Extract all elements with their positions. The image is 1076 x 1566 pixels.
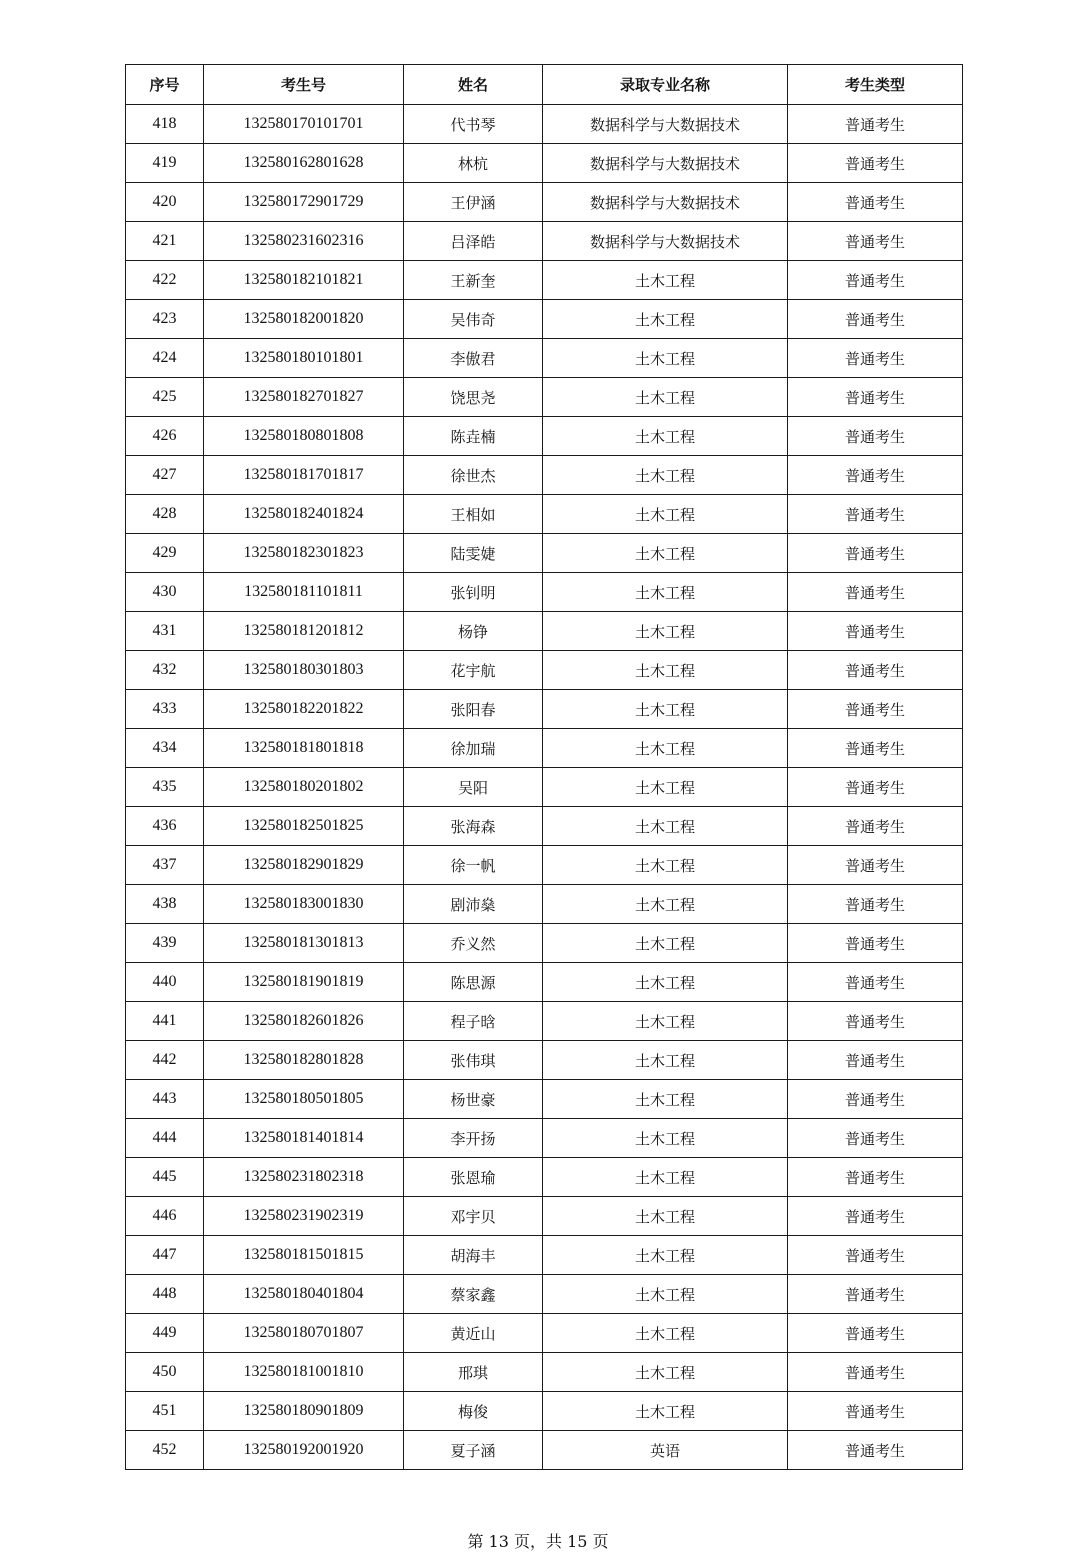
- candidate-type-cell: 普通考生: [788, 1197, 963, 1236]
- table-row: [126, 183, 963, 222]
- candidate-type-cell: 普通考生: [788, 534, 963, 573]
- name-cell: 吴伟奇: [404, 300, 543, 339]
- table-row: [126, 1002, 963, 1041]
- major-cell: 土木工程: [543, 495, 788, 534]
- candidate-number-cell: 132580181201812: [204, 612, 404, 651]
- serial-number-cell: 432: [126, 651, 204, 690]
- table-row: [126, 1431, 963, 1470]
- serial-number-cell: 435: [126, 768, 204, 807]
- candidate-type-cell: 普通考生: [788, 105, 963, 144]
- major-cell: 土木工程: [543, 612, 788, 651]
- table-body: [126, 105, 963, 1470]
- serial-number-cell: 439: [126, 924, 204, 963]
- table-row: [126, 144, 963, 183]
- candidate-number-cell: 132580183001830: [204, 885, 404, 924]
- candidate-type-cell: 普通考生: [788, 1002, 963, 1041]
- candidate-number-cell: 132580180301803: [204, 651, 404, 690]
- candidate-type-cell: 普通考生: [788, 1314, 963, 1353]
- major-cell: 数据科学与大数据技术: [543, 222, 788, 261]
- candidate-number-cell: 132580181001810: [204, 1353, 404, 1392]
- name-cell: 王伊涵: [404, 183, 543, 222]
- serial-number-cell: 448: [126, 1275, 204, 1314]
- serial-number-cell: 433: [126, 690, 204, 729]
- candidate-number-cell: 132580180101801: [204, 339, 404, 378]
- serial-number-cell: 450: [126, 1353, 204, 1392]
- major-cell: 数据科学与大数据技术: [543, 183, 788, 222]
- candidate-number-cell: 132580180401804: [204, 1275, 404, 1314]
- major-cell: 土木工程: [543, 1314, 788, 1353]
- candidate-number-cell: 132580180701807: [204, 1314, 404, 1353]
- candidate-type-cell: 普通考生: [788, 1392, 963, 1431]
- candidate-type-cell: 普通考生: [788, 1080, 963, 1119]
- candidate-number-cell: 132580181801818: [204, 729, 404, 768]
- name-cell: 李开扬: [404, 1119, 543, 1158]
- table-row: [126, 924, 963, 963]
- table-row: [126, 1236, 963, 1275]
- candidate-type-cell: 普通考生: [788, 924, 963, 963]
- serial-number-cell: 420: [126, 183, 204, 222]
- table-row: [126, 1314, 963, 1353]
- name-cell: 徐一帆: [404, 846, 543, 885]
- candidate-type-cell: 普通考生: [788, 729, 963, 768]
- candidate-type-cell: 普通考生: [788, 495, 963, 534]
- header-major: 录取专业名称: [543, 65, 788, 105]
- candidate-number-cell: 132580182101821: [204, 261, 404, 300]
- table-row: [126, 1392, 963, 1431]
- major-cell: 土木工程: [543, 1236, 788, 1275]
- serial-number-cell: 434: [126, 729, 204, 768]
- name-cell: 梅俊: [404, 1392, 543, 1431]
- major-cell: 土木工程: [543, 768, 788, 807]
- major-cell: 土木工程: [543, 300, 788, 339]
- name-cell: 黄近山: [404, 1314, 543, 1353]
- major-cell: 土木工程: [543, 690, 788, 729]
- candidate-number-cell: 132580162801628: [204, 144, 404, 183]
- name-cell: 杨铮: [404, 612, 543, 651]
- table-row: [126, 417, 963, 456]
- serial-number-cell: 436: [126, 807, 204, 846]
- candidate-type-cell: 普通考生: [788, 651, 963, 690]
- table-row: [126, 768, 963, 807]
- table-row: [126, 495, 963, 534]
- major-cell: 土木工程: [543, 1158, 788, 1197]
- table-row: [126, 1197, 963, 1236]
- candidate-number-cell: 132580180501805: [204, 1080, 404, 1119]
- table-row: [126, 222, 963, 261]
- table-row: [126, 846, 963, 885]
- candidate-number-cell: 132580231902319: [204, 1197, 404, 1236]
- candidate-type-cell: 普通考生: [788, 222, 963, 261]
- candidate-number-cell: 132580180801808: [204, 417, 404, 456]
- serial-number-cell: 428: [126, 495, 204, 534]
- candidate-number-cell: 132580181401814: [204, 1119, 404, 1158]
- table-row: [126, 1119, 963, 1158]
- candidate-type-cell: 普通考生: [788, 417, 963, 456]
- major-cell: 土木工程: [543, 807, 788, 846]
- name-cell: 陈垚楠: [404, 417, 543, 456]
- major-cell: 土木工程: [543, 1080, 788, 1119]
- name-cell: 吕泽皓: [404, 222, 543, 261]
- candidate-type-cell: 普通考生: [788, 846, 963, 885]
- serial-number-cell: 424: [126, 339, 204, 378]
- table-row: [126, 261, 963, 300]
- table-row: [126, 1158, 963, 1197]
- name-cell: 徐加瑞: [404, 729, 543, 768]
- table-row: [126, 1041, 963, 1080]
- serial-number-cell: 444: [126, 1119, 204, 1158]
- serial-number-cell: 426: [126, 417, 204, 456]
- name-cell: 胡海丰: [404, 1236, 543, 1275]
- header-serial-number: 序号: [126, 65, 204, 105]
- table-row: [126, 573, 963, 612]
- table-row: [126, 1080, 963, 1119]
- candidate-type-cell: 普通考生: [788, 378, 963, 417]
- candidate-type-cell: 普通考生: [788, 144, 963, 183]
- name-cell: 邢琪: [404, 1353, 543, 1392]
- table-row: [126, 963, 963, 1002]
- serial-number-cell: 423: [126, 300, 204, 339]
- serial-number-cell: 430: [126, 573, 204, 612]
- major-cell: 土木工程: [543, 846, 788, 885]
- major-cell: 土木工程: [543, 1041, 788, 1080]
- candidate-type-cell: 普通考生: [788, 300, 963, 339]
- serial-number-cell: 438: [126, 885, 204, 924]
- candidate-type-cell: 普通考生: [788, 1119, 963, 1158]
- table-row: [126, 300, 963, 339]
- serial-number-cell: 451: [126, 1392, 204, 1431]
- page-footer: 第 13 页，共 15 页: [467, 1532, 609, 1551]
- candidate-number-cell: 132580180901809: [204, 1392, 404, 1431]
- name-cell: 饶思尧: [404, 378, 543, 417]
- serial-number-cell: 421: [126, 222, 204, 261]
- major-cell: 土木工程: [543, 417, 788, 456]
- header-candidate-number: 考生号: [204, 65, 404, 105]
- candidate-number-cell: 132580182001820: [204, 300, 404, 339]
- serial-number-cell: 445: [126, 1158, 204, 1197]
- major-cell: 土木工程: [543, 378, 788, 417]
- serial-number-cell: 427: [126, 456, 204, 495]
- candidate-type-cell: 普通考生: [788, 1236, 963, 1275]
- major-cell: 土木工程: [543, 1392, 788, 1431]
- candidate-type-cell: 普通考生: [788, 963, 963, 1002]
- candidate-number-cell: 132580182601826: [204, 1002, 404, 1041]
- table-header: [126, 65, 963, 105]
- name-cell: 张海森: [404, 807, 543, 846]
- header-candidate-type: 考生类型: [788, 65, 963, 105]
- major-cell: 土木工程: [543, 1119, 788, 1158]
- candidate-type-cell: 普通考生: [788, 339, 963, 378]
- name-cell: 王相如: [404, 495, 543, 534]
- major-cell: 英语: [543, 1431, 788, 1470]
- candidate-number-cell: 132580181701817: [204, 456, 404, 495]
- candidate-number-cell: 132580180201802: [204, 768, 404, 807]
- major-cell: 土木工程: [543, 456, 788, 495]
- major-cell: 土木工程: [543, 1353, 788, 1392]
- candidate-number-cell: 132580182401824: [204, 495, 404, 534]
- table-row: [126, 456, 963, 495]
- candidate-number-cell: 132580182201822: [204, 690, 404, 729]
- candidate-number-cell: 132580192001920: [204, 1431, 404, 1470]
- major-cell: 土木工程: [543, 261, 788, 300]
- candidate-type-cell: 普通考生: [788, 885, 963, 924]
- candidate-type-cell: 普通考生: [788, 612, 963, 651]
- major-cell: 土木工程: [543, 651, 788, 690]
- name-cell: 陈思源: [404, 963, 543, 1002]
- name-cell: 邓宇贝: [404, 1197, 543, 1236]
- table-row: [126, 339, 963, 378]
- header-row: [126, 65, 963, 105]
- candidate-number-cell: 132580181501815: [204, 1236, 404, 1275]
- major-cell: 土木工程: [543, 1197, 788, 1236]
- serial-number-cell: 437: [126, 846, 204, 885]
- candidate-type-cell: 普通考生: [788, 1158, 963, 1197]
- major-cell: 土木工程: [543, 729, 788, 768]
- name-cell: 张伟琪: [404, 1041, 543, 1080]
- name-cell: 乔义然: [404, 924, 543, 963]
- table-row: [126, 651, 963, 690]
- serial-number-cell: 447: [126, 1236, 204, 1275]
- serial-number-cell: 446: [126, 1197, 204, 1236]
- serial-number-cell: 429: [126, 534, 204, 573]
- serial-number-cell: 441: [126, 1002, 204, 1041]
- candidate-number-cell: 132580182701827: [204, 378, 404, 417]
- candidate-type-cell: 普通考生: [788, 573, 963, 612]
- candidate-type-cell: 普通考生: [788, 1431, 963, 1470]
- candidate-number-cell: 132580182801828: [204, 1041, 404, 1080]
- major-cell: 土木工程: [543, 339, 788, 378]
- candidate-number-cell: 132580181901819: [204, 963, 404, 1002]
- name-cell: 陆雯婕: [404, 534, 543, 573]
- candidate-type-cell: 普通考生: [788, 1353, 963, 1392]
- major-cell: 数据科学与大数据技术: [543, 144, 788, 183]
- candidate-number-cell: 132580172901729: [204, 183, 404, 222]
- candidate-type-cell: 普通考生: [788, 456, 963, 495]
- name-cell: 张钊明: [404, 573, 543, 612]
- name-cell: 花宇航: [404, 651, 543, 690]
- candidate-type-cell: 普通考生: [788, 690, 963, 729]
- table-row: [126, 105, 963, 144]
- table-row: [126, 378, 963, 417]
- admission-table: [125, 64, 963, 1470]
- table-row: [126, 612, 963, 651]
- candidate-number-cell: 132580182901829: [204, 846, 404, 885]
- name-cell: 吴阳: [404, 768, 543, 807]
- serial-number-cell: 419: [126, 144, 204, 183]
- name-cell: 蔡家鑫: [404, 1275, 543, 1314]
- candidate-type-cell: 普通考生: [788, 768, 963, 807]
- table-row: [126, 1275, 963, 1314]
- name-cell: 夏子涵: [404, 1431, 543, 1470]
- major-cell: 土木工程: [543, 1275, 788, 1314]
- name-cell: 张恩瑜: [404, 1158, 543, 1197]
- serial-number-cell: 440: [126, 963, 204, 1002]
- major-cell: 土木工程: [543, 534, 788, 573]
- serial-number-cell: 422: [126, 261, 204, 300]
- serial-number-cell: 443: [126, 1080, 204, 1119]
- major-cell: 土木工程: [543, 924, 788, 963]
- candidate-number-cell: 132580182501825: [204, 807, 404, 846]
- candidate-type-cell: 普通考生: [788, 261, 963, 300]
- header-name: 姓名: [404, 65, 543, 105]
- serial-number-cell: 442: [126, 1041, 204, 1080]
- table-row: [126, 534, 963, 573]
- major-cell: 土木工程: [543, 1002, 788, 1041]
- major-cell: 土木工程: [543, 963, 788, 1002]
- candidate-number-cell: 132580231602316: [204, 222, 404, 261]
- candidate-number-cell: 132580170101701: [204, 105, 404, 144]
- candidate-number-cell: 132580231802318: [204, 1158, 404, 1197]
- serial-number-cell: 449: [126, 1314, 204, 1353]
- candidate-type-cell: 普通考生: [788, 183, 963, 222]
- candidate-number-cell: 132580182301823: [204, 534, 404, 573]
- table-row: [126, 1353, 963, 1392]
- name-cell: 剧沛燊: [404, 885, 543, 924]
- candidate-number-cell: 132580181101811: [204, 573, 404, 612]
- candidate-type-cell: 普通考生: [788, 1041, 963, 1080]
- name-cell: 程子晗: [404, 1002, 543, 1041]
- serial-number-cell: 452: [126, 1431, 204, 1470]
- name-cell: 李傲君: [404, 339, 543, 378]
- name-cell: 徐世杰: [404, 456, 543, 495]
- major-cell: 土木工程: [543, 885, 788, 924]
- candidate-type-cell: 普通考生: [788, 1275, 963, 1314]
- name-cell: 王新奎: [404, 261, 543, 300]
- candidate-number-cell: 132580181301813: [204, 924, 404, 963]
- table-row: [126, 807, 963, 846]
- serial-number-cell: 431: [126, 612, 204, 651]
- name-cell: 林杭: [404, 144, 543, 183]
- name-cell: 代书琴: [404, 105, 543, 144]
- name-cell: 张阳春: [404, 690, 543, 729]
- serial-number-cell: 425: [126, 378, 204, 417]
- name-cell: 杨世豪: [404, 1080, 543, 1119]
- table-row: [126, 690, 963, 729]
- serial-number-cell: 418: [126, 105, 204, 144]
- major-cell: 土木工程: [543, 573, 788, 612]
- major-cell: 数据科学与大数据技术: [543, 105, 788, 144]
- table-row: [126, 885, 963, 924]
- candidate-type-cell: 普通考生: [788, 807, 963, 846]
- table-row: [126, 729, 963, 768]
